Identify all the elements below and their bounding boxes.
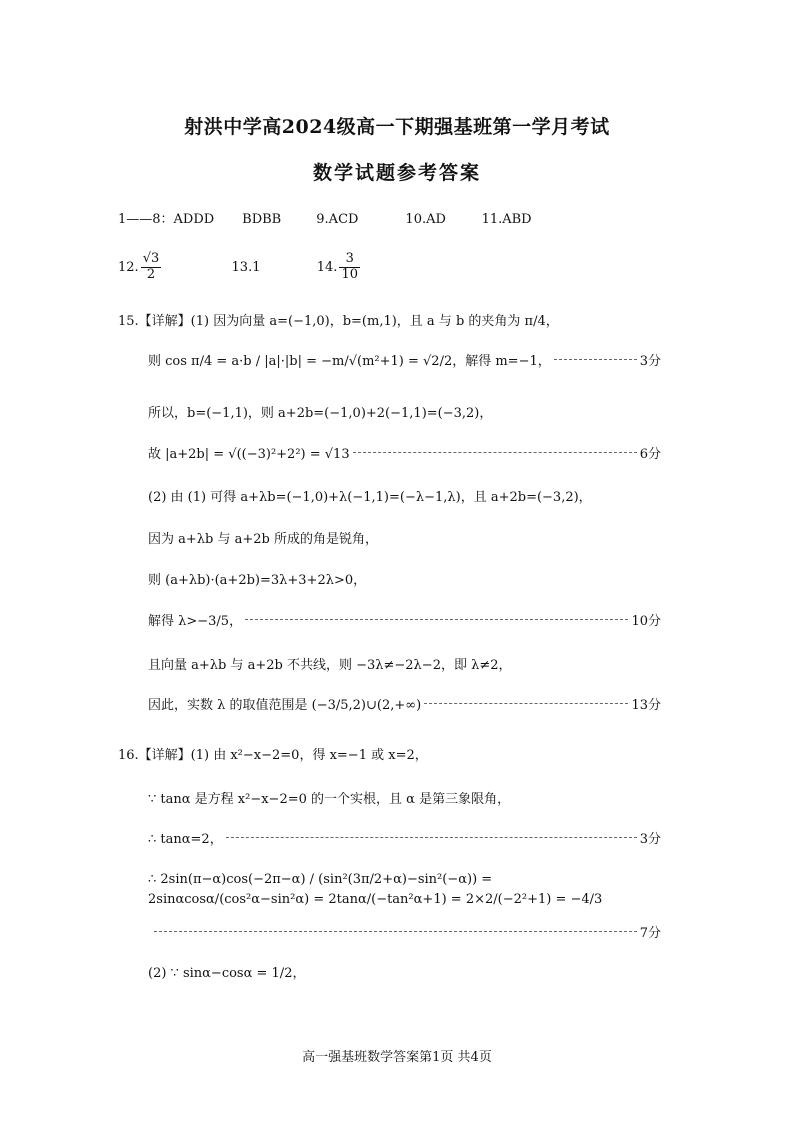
q16-line-1: ∵ tanα 是方程 x²−x−2=0 的一个实根，且 α 是第三象限角， <box>148 792 511 807</box>
q16-intro: 16.【详解】(1) 由 x²−x−2=0，得 x=−1 或 x=2， <box>118 748 428 763</box>
q16-line-3-score <box>154 922 661 941</box>
answer-9: 9.ACD <box>316 212 359 227</box>
q16-line-2: ∴ tanα=2， 3分 <box>148 828 661 847</box>
answer-14-fraction: $\frac{3}{10}$ <box>341 251 358 282</box>
q15-line-5: 因为 a+λb 与 a+2b 所成的角是锐角， <box>148 532 378 547</box>
score-leader <box>226 837 637 838</box>
answers-row-2 <box>118 252 754 283</box>
answers-row-1 <box>118 208 754 227</box>
score-leader <box>245 619 628 620</box>
page-footer: 高一强基班数学答案第1页 共4页 <box>302 1050 492 1065</box>
answer-12-label: 12. <box>118 259 139 275</box>
score-label: 6分 <box>639 447 661 462</box>
score-leader <box>424 703 628 704</box>
score-label: 10分 <box>631 614 661 629</box>
answer-12-fraction: $\frac{√3}{2}$ <box>142 251 160 282</box>
q16-line-4: (2) ∵ sinα−cosα = 1/2， <box>148 966 306 981</box>
page-title: 射洪中学高2024级高一下期强基班第一学月考试 <box>184 116 610 138</box>
answer-11: 11.ABD <box>481 212 532 227</box>
score-leader <box>154 931 637 932</box>
score-label: 7分 <box>639 926 661 941</box>
q15-line-4: (2) 由 (1) 可得 a+λb=(−1,0)+λ(−1,1)=(−λ−1,λ)，且 a+2b=(−3,2)， <box>148 490 592 505</box>
q15-line-7: 解得 λ>−3/5， 10分 <box>148 610 661 629</box>
page-subtitle: 数学试题参考答案 <box>312 162 481 184</box>
answer-5-8: BDBB <box>242 212 282 227</box>
q15-line-2: 所以，b=(−1,1)，则 a+2b=(−1,0)+2(−1,1)=(−3,2)， <box>148 406 493 421</box>
answer-10: 10.AD <box>405 212 446 227</box>
answer-1-8: 1——8：ADDD <box>118 212 215 227</box>
answer-13: 13.1 <box>231 259 261 275</box>
answer-14-label: 14. <box>316 259 338 275</box>
score-label: 3分 <box>639 354 661 369</box>
q15-line-6: 则 (a+λb)·(a+2b)=3λ+3+2λ>0， <box>148 573 367 588</box>
score-leader <box>353 452 637 453</box>
q15-line-8: 且向量 a+λb 与 a+2b 不共线，则 −3λ≠−2λ−2，即 λ≠2， <box>148 658 512 673</box>
q15-line-9: 因此，实数 λ 的取值范围是 (−3/5,2)∪(2,+∞) 13分 <box>148 694 661 713</box>
score-label: 3分 <box>639 832 661 847</box>
q16-line-3: ∴ 2sin(π−α)cos(−2π−α) / (sin²(3π/2+α)−sin²(−α)) = 2sinαcosα/(cos²α−sin²α) = 2tanα/(−tan²α+1) = 2×2/(−2²+1) = −4/3 <box>148 872 603 907</box>
q15-intro: 15.【详解】(1) 因为向量 a=(−1,0)，b=(m,1)，且 a 与 b 的夹角为 π/4， <box>118 314 559 329</box>
score-label: 13分 <box>631 698 661 713</box>
score-leader <box>554 359 637 360</box>
q15-line-3: 故 |a+2b| = √((−3)²+2²) = √13 6分 <box>148 443 661 462</box>
q15-line-1: 则 cos π/4 = a·b / |a|·|b| = −m/√(m²+1) = √2/2，解得 m=−1， 3分 <box>148 350 661 369</box>
